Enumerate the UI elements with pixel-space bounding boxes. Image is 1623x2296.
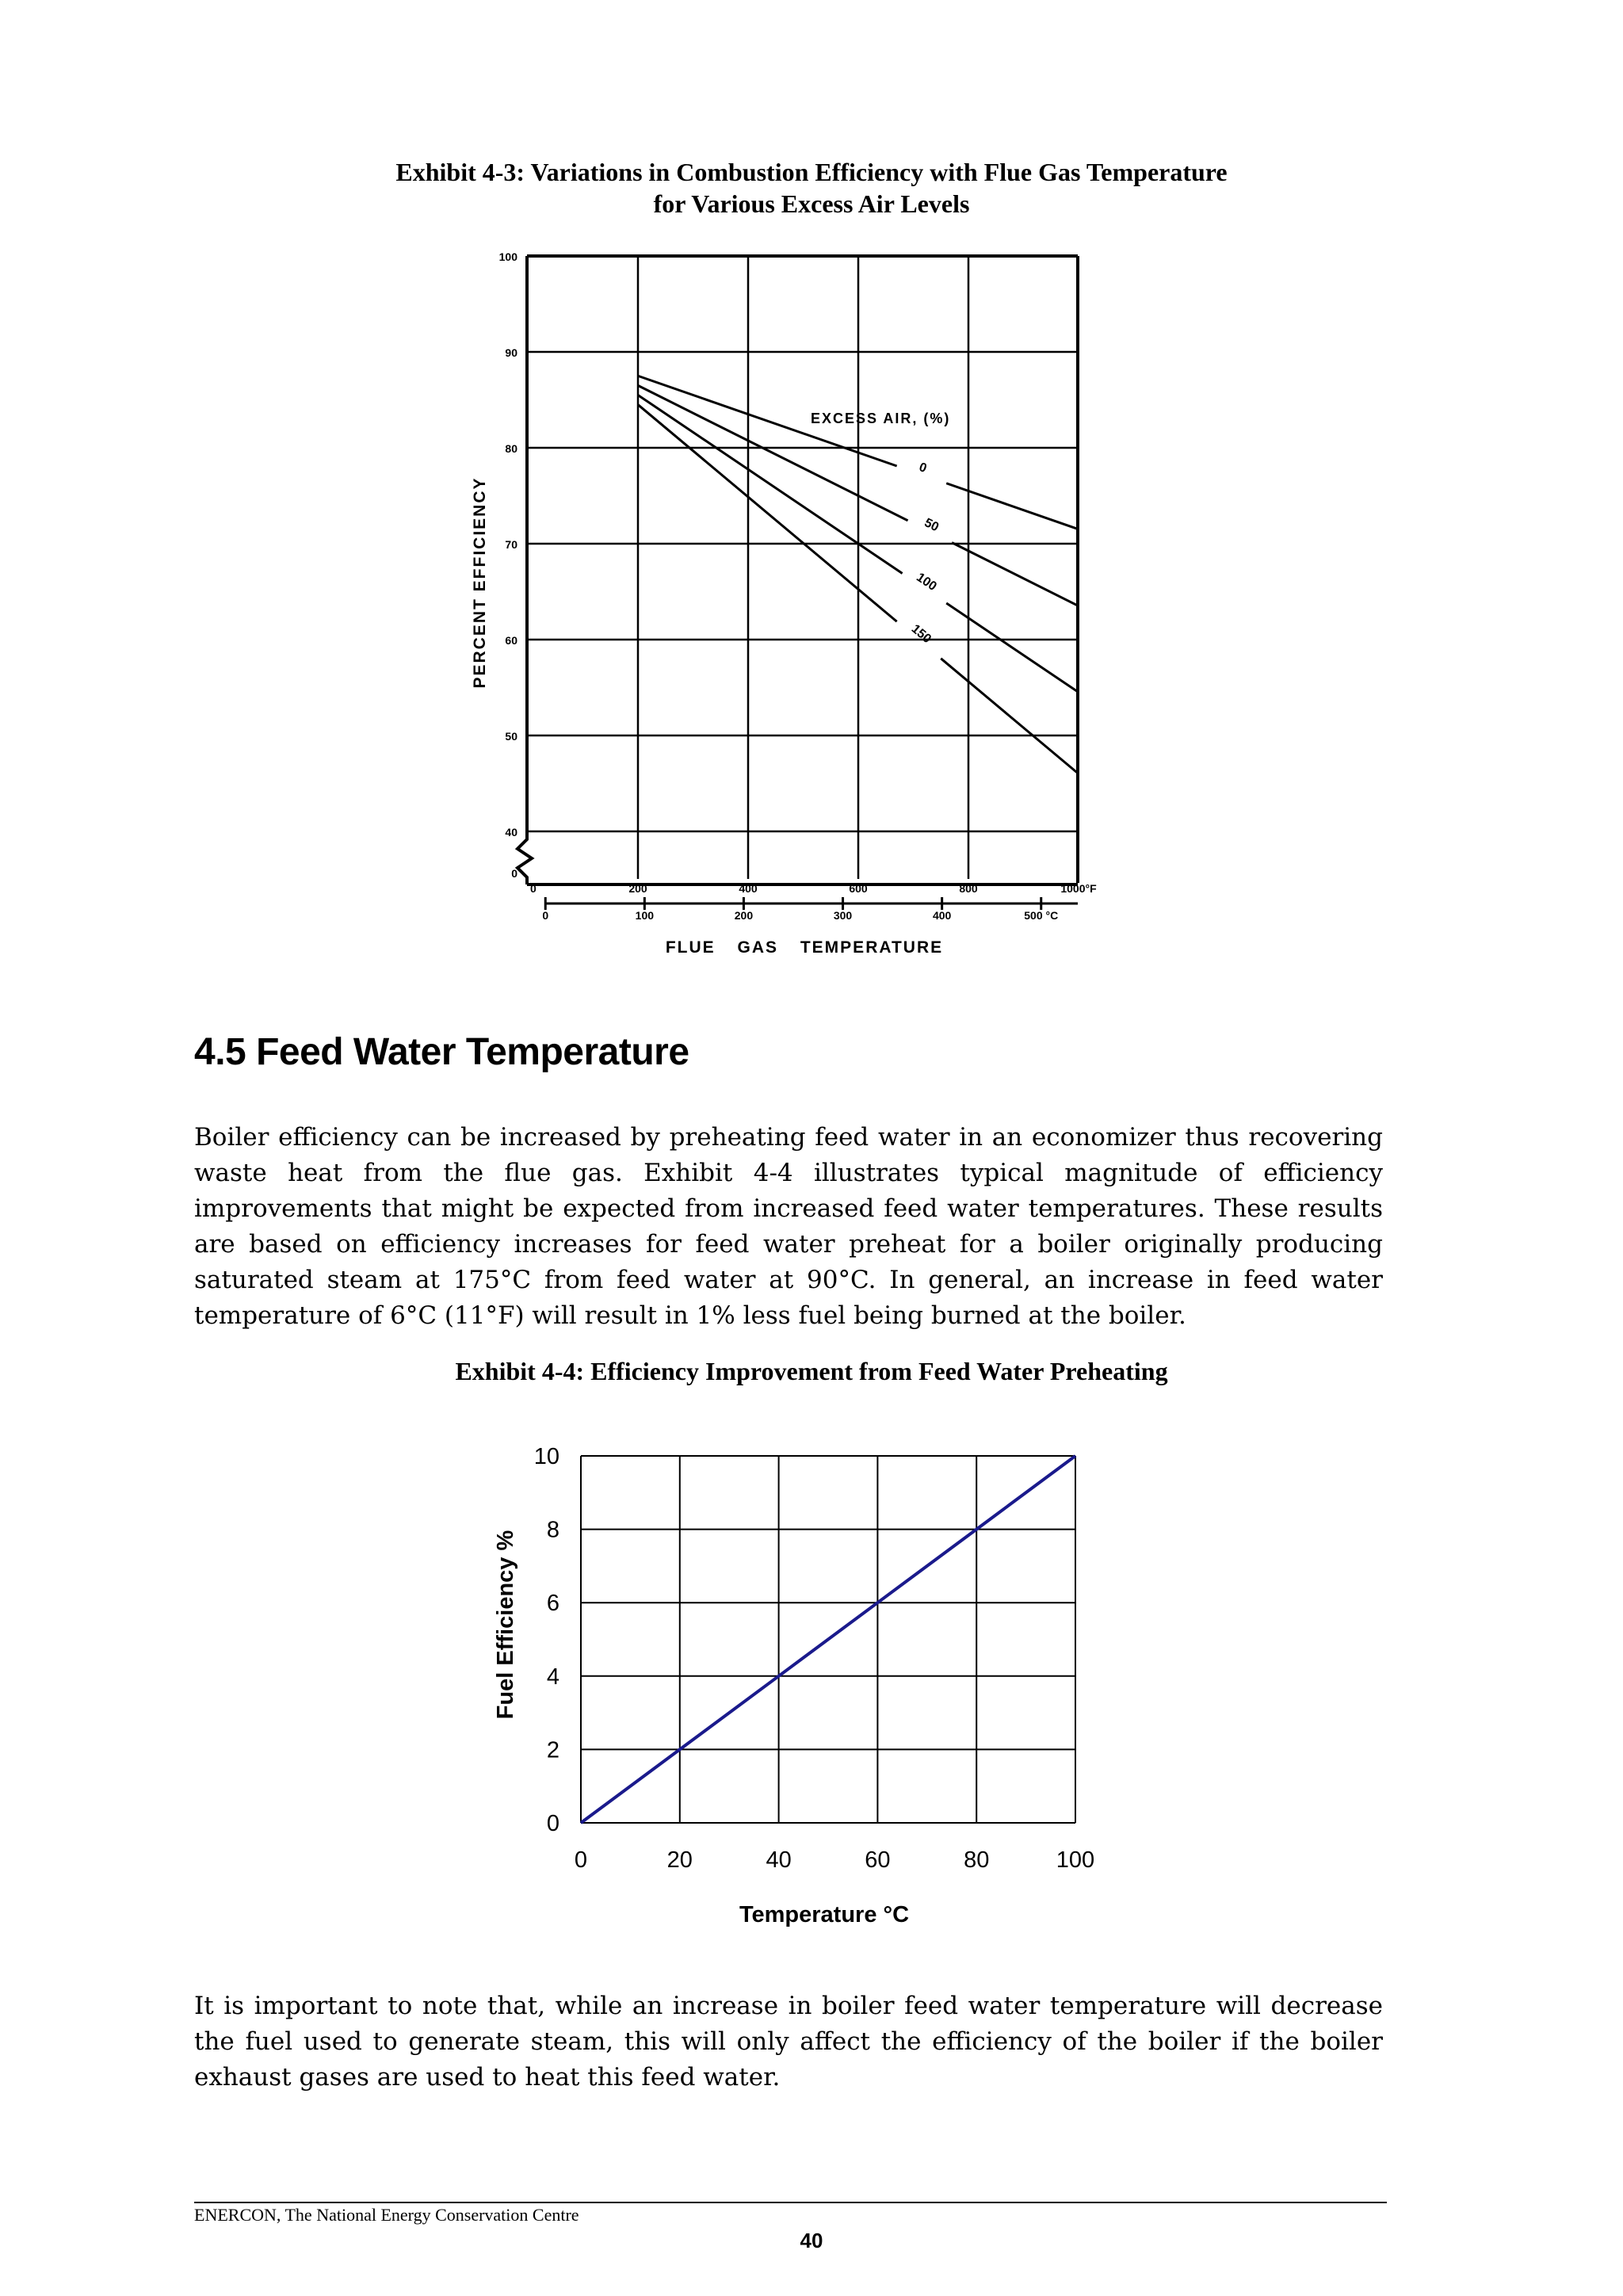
feed-water-efficiency-chart (475, 1427, 1125, 1934)
chart1-y-tick-label: 50 (505, 730, 517, 743)
chart1-y-tick-label: 100 (498, 250, 517, 263)
chart2-y-tick-label: 10 (533, 1444, 559, 1469)
chart1-y-axis-label: PERCENT EFFICIENCY (471, 476, 489, 689)
exhibit-4-3-caption-line2: for Various Excess Air Levels (653, 189, 970, 218)
chart1-series-line (638, 385, 908, 520)
chart1-y-tick-label: 60 (505, 634, 517, 647)
chart1-x-axis (545, 897, 1078, 910)
chart1-y-tick-label: 40 (505, 826, 517, 839)
chart1-series-label: 0 (917, 460, 929, 476)
chart1-axis-break (517, 256, 532, 884)
chart2-y-tick-label: 6 (546, 1591, 559, 1617)
chart1-x-tick-label-f: 800 (959, 882, 978, 895)
chart2-x-tick-label: 80 (964, 1847, 990, 1873)
chart1-y-tick-labels (499, 250, 518, 880)
chart1-y-tick-label: 80 (505, 442, 517, 455)
chart1-series-line (941, 659, 1079, 774)
page-number: 40 (800, 2229, 823, 2252)
chart1-y-tick-label: 90 (505, 346, 517, 359)
chart1-x-tick-label-c: 500 °C (1024, 909, 1059, 922)
chart1-grid (527, 256, 1078, 879)
chart1-x-tick-label-c: 100 (635, 909, 655, 922)
chart2-x-tick-label: 100 (1056, 1847, 1095, 1873)
chart1-series-label: 50 (922, 516, 941, 535)
chart2-x-tick-label: 0 (574, 1847, 588, 1873)
chart2-y-tick-label: 2 (546, 1737, 559, 1763)
exhibit-4-3-caption-line1: Exhibit 4-3: Variations in Combustion Efficiency with Flue Gas Temperature (395, 158, 1228, 186)
chart1-frame (517, 256, 1078, 884)
chart2-y-tick-label: 4 (546, 1664, 559, 1690)
chart2-x-axis-label: Temperature °C (739, 1902, 910, 1927)
chart2-y-axis-label: Fuel Efficiency % (493, 1530, 518, 1720)
chart1-x-tick-label-f: 1000°F (1060, 882, 1097, 895)
chart1-series-labels (909, 460, 941, 646)
body-paragraph-2: It is important to note that, while an increase in boiler feed water temperature will decrease the fuel used to generate steam, this will only affect the efficiency of the boiler if the boiler exhaust gases are used to heat this feed water. (194, 1992, 1383, 2092)
chart1-x-tick-label-f: 0 (530, 882, 537, 895)
chart1-series-line (946, 483, 1079, 529)
chart2-x-tick-label: 60 (865, 1847, 891, 1873)
chart1-x-tick-label-c: 300 (833, 909, 853, 922)
chart2-x-tick-label: 20 (666, 1847, 693, 1873)
chart2-x-tick-labels (575, 1847, 1094, 1873)
footer-rule (194, 2202, 1387, 2203)
chart1-series-label: 100 (914, 571, 939, 594)
chart2-y-tick-labels (534, 1444, 559, 1836)
chart1-x-tick-label-c: 400 (932, 909, 952, 922)
chart2-y-tick-label: 8 (546, 1517, 559, 1543)
chart1-x-tick-labels (530, 882, 1097, 922)
chart1-x-axis-label: FLUE GAS TEMPERATURE (665, 938, 944, 957)
chart1-legend-title: EXCESS AIR, (%) (811, 411, 951, 426)
chart1-x-tick-label-c: 0 (542, 909, 549, 922)
chart1-x-tick-label-f: 200 (628, 882, 647, 895)
chart1-y-tick-label: 70 (505, 538, 517, 551)
combustion-efficiency-chart (444, 238, 1157, 967)
chart2-y-tick-label: 0 (546, 1811, 559, 1836)
chart1-x-tick-label-f: 600 (849, 882, 868, 895)
chart2-series-line (581, 1456, 1075, 1823)
chart1-x-tick-label-f: 400 (739, 882, 758, 895)
chart1-series-line (952, 543, 1079, 606)
exhibit-4-4-caption: Exhibit 4-4: Efficiency Improvement from Feed Water Preheating (455, 1357, 1168, 1385)
chart2-x-tick-label: 40 (766, 1847, 792, 1873)
chart1-y-tick-label: 0 (511, 867, 517, 880)
chart1-x-tick-label-c: 200 (734, 909, 754, 922)
section-heading: 4.5 Feed Water Temperature (194, 1031, 689, 1073)
chart1-series-label: 150 (908, 621, 934, 647)
body-paragraph-1: Boiler efficiency can be increased by preheating feed water in an economizer thus recovering waste heat from the flue gas. Exhibit 4-4 illustrates typical magnitude of efficiency improvements that might be expected from increased feed water temperatures. These results are based on efficiency increases for feed water preheat for a boiler originally producing saturated steam at 175°C from feed water at 90°C. In general, an increase in feed water temperature of 6°C (11°F) will result in 1% less fuel being burned at the boiler. (194, 1123, 1383, 1330)
footer-text: ENERCON, The National Energy Conservation Centre (194, 2205, 579, 2225)
chart2-series-line (581, 1456, 1075, 1823)
